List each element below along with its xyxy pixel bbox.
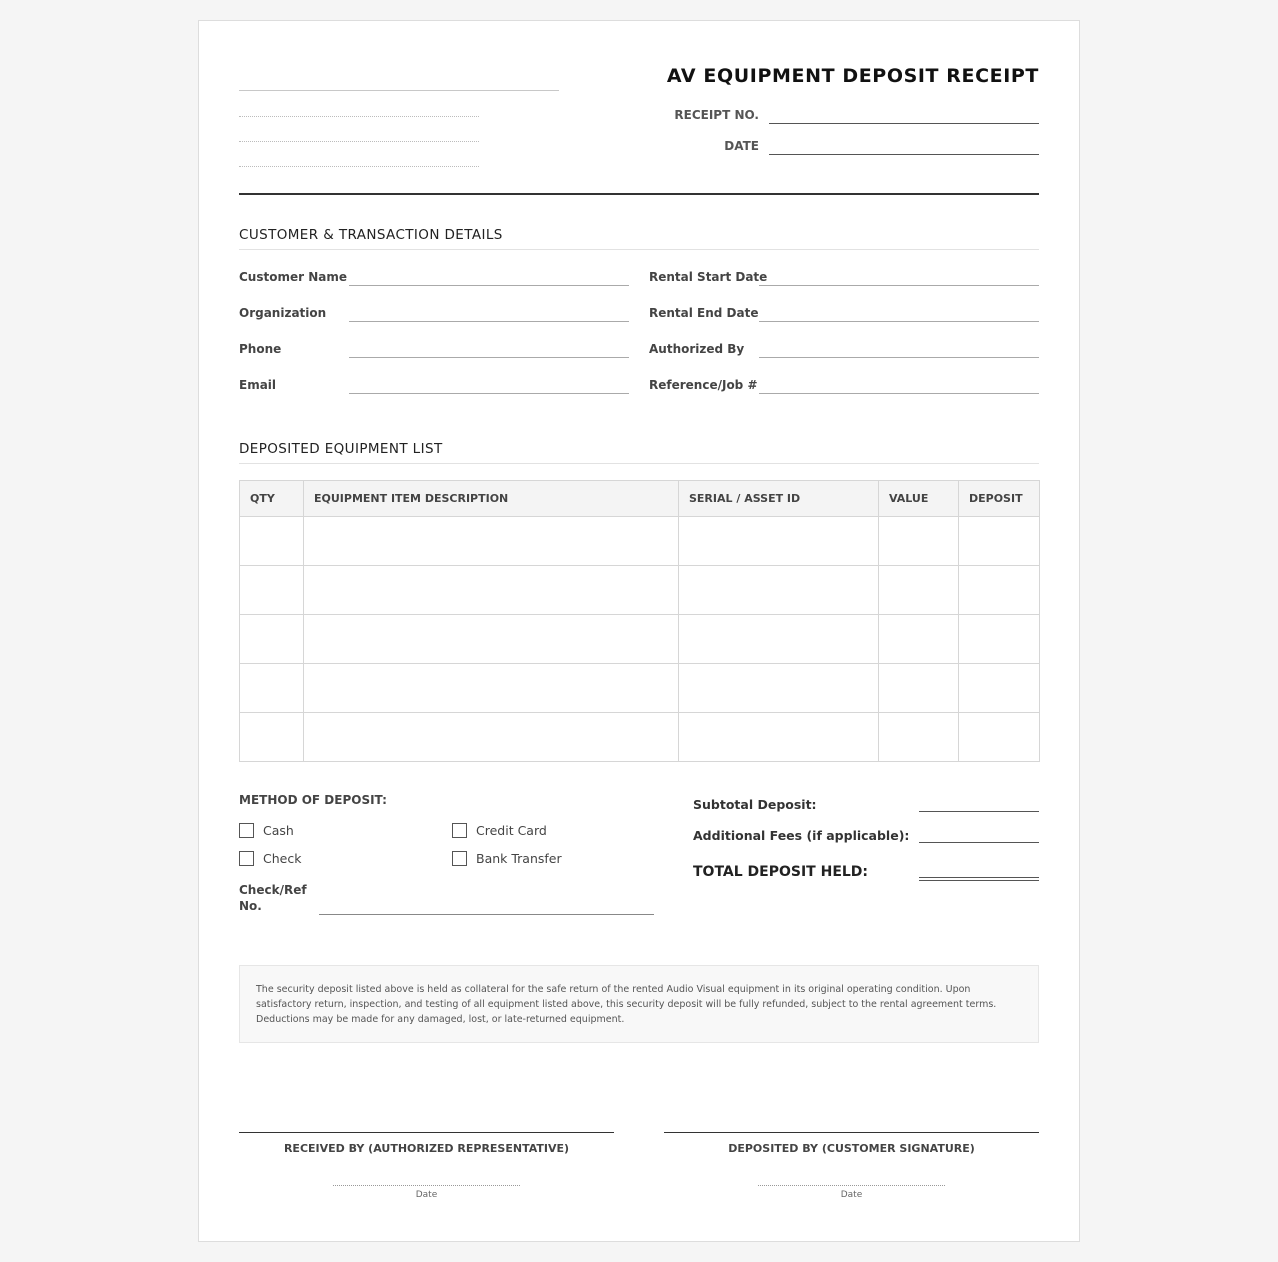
field-label-customer-name: Customer Name (239, 270, 347, 284)
cell-deposit[interactable] (959, 713, 1040, 762)
cell-description[interactable] (304, 664, 679, 713)
organization-field[interactable] (349, 321, 629, 322)
cell-serial[interactable] (679, 664, 879, 713)
total-deposit-field[interactable] (919, 877, 1039, 881)
credit-card-checkbox[interactable] (452, 823, 467, 838)
deposited-by-date-line[interactable] (758, 1185, 945, 1186)
cell-value[interactable] (879, 517, 959, 566)
cell-serial[interactable] (679, 566, 879, 615)
table-row (240, 615, 1040, 664)
field-label-phone: Phone (239, 342, 282, 356)
field-label-rental-end: Rental End Date (649, 306, 759, 320)
cell-deposit[interactable] (959, 517, 1040, 566)
cell-deposit[interactable] (959, 664, 1040, 713)
cell-serial[interactable] (679, 713, 879, 762)
field-label-authorized-by: Authorized By (649, 342, 745, 356)
cell-serial[interactable] (679, 517, 879, 566)
table-row (240, 517, 1040, 566)
deposited-by-signature-line[interactable] (664, 1132, 1039, 1133)
column-header-serial: SERIAL / ASSET ID (679, 481, 879, 517)
cell-qty[interactable] (240, 615, 304, 664)
credit-card-label: Credit Card (476, 823, 547, 838)
date-label: DATE (724, 139, 759, 153)
bank-transfer-label: Bank Transfer (476, 851, 562, 866)
deposited-by-date-label: Date (840, 1190, 863, 1200)
check-checkbox[interactable] (239, 851, 254, 866)
cell-deposit[interactable] (959, 615, 1040, 664)
cell-description[interactable] (304, 566, 679, 615)
cell-qty[interactable] (240, 664, 304, 713)
cell-value[interactable] (879, 615, 959, 664)
cell-serial[interactable] (679, 615, 879, 664)
received-by-signature-line[interactable] (239, 1132, 614, 1133)
check-ref-field[interactable] (319, 914, 654, 915)
field-label-rental-start: Rental Start Date (649, 270, 768, 284)
receipt-no-field[interactable] (769, 123, 1039, 124)
cell-qty[interactable] (240, 713, 304, 762)
column-header-deposit: DEPOSIT (959, 481, 1040, 517)
received-by-date-line[interactable] (333, 1185, 520, 1186)
table-header-row (240, 481, 1040, 517)
phone-field[interactable] (349, 357, 629, 358)
cell-value[interactable] (879, 713, 959, 762)
check-label: Check (263, 851, 302, 866)
field-label-email: Email (239, 378, 277, 392)
received-by-date-label: Date (415, 1190, 438, 1200)
reference-field[interactable] (759, 393, 1039, 394)
deposited-by-label: DEPOSITED BY (CUSTOMER SIGNATURE) (728, 1142, 975, 1155)
field-label-reference: Reference/Job # (649, 378, 758, 392)
additional-fees-label: Additional Fees (if applicable): (693, 828, 910, 843)
authorized-by-field[interactable] (759, 357, 1039, 358)
column-header-qty: QTY (240, 481, 304, 517)
cell-value[interactable] (879, 664, 959, 713)
bank-transfer-checkbox[interactable] (452, 851, 467, 866)
email-field[interactable] (349, 393, 629, 394)
rental-end-field[interactable] (759, 321, 1039, 322)
column-header-description: EQUIPMENT ITEM DESCRIPTION (304, 481, 679, 517)
equipment-section-title: DEPOSITED EQUIPMENT LIST (239, 441, 1039, 464)
receipt-page (198, 20, 1080, 1242)
additional-fees-field[interactable] (919, 842, 1039, 843)
cell-qty[interactable] (240, 517, 304, 566)
terms-disclaimer: The security deposit listed above is held as collateral for the safe return of the rented Audio Visual equipment in its original operating condition. Upon satisfactory return, inspection, and testing of all equipment listed above, this security deposit will be fully refunded, subject to the rental agreement terms. Deductions may be made for any damaged, lost, or late-returned equipment. (239, 965, 1039, 1043)
cell-description[interactable] (304, 615, 679, 664)
cash-checkbox[interactable] (239, 823, 254, 838)
check-ref-label: Check/Ref No. (239, 883, 307, 913)
table-row (240, 713, 1040, 762)
cash-label: Cash (263, 823, 294, 838)
cell-deposit[interactable] (959, 566, 1040, 615)
date-field[interactable] (769, 154, 1039, 155)
company-address-line-1 (239, 116, 479, 117)
customer-section-title: CUSTOMER & TRANSACTION DETAILS (239, 227, 1039, 250)
field-label-organization: Organization (239, 306, 327, 320)
column-header-value: VALUE (879, 481, 959, 517)
company-address-line-2 (239, 141, 479, 142)
table-row (240, 566, 1040, 615)
table-row (240, 664, 1040, 713)
document-title: AV EQUIPMENT DEPOSIT RECEIPT (666, 65, 1039, 87)
subtotal-deposit-field[interactable] (919, 811, 1039, 812)
rental-start-field[interactable] (759, 285, 1039, 286)
cell-description[interactable] (304, 517, 679, 566)
received-by-label: RECEIVED BY (AUTHORIZED REPRESENTATIVE) (283, 1142, 570, 1155)
cell-qty[interactable] (240, 566, 304, 615)
company-address-line-3 (239, 166, 479, 167)
cell-description[interactable] (304, 713, 679, 762)
company-name-line (239, 90, 559, 91)
header-divider (239, 193, 1039, 195)
subtotal-deposit-label: Subtotal Deposit: (693, 797, 817, 812)
cell-value[interactable] (879, 566, 959, 615)
receipt-no-label: RECEIPT NO. (674, 108, 759, 122)
total-deposit-label: TOTAL DEPOSIT HELD: (693, 864, 869, 880)
equipment-table (239, 480, 1040, 762)
customer-name-field[interactable] (349, 285, 629, 286)
method-of-deposit-title: METHOD OF DEPOSIT: (239, 793, 387, 807)
